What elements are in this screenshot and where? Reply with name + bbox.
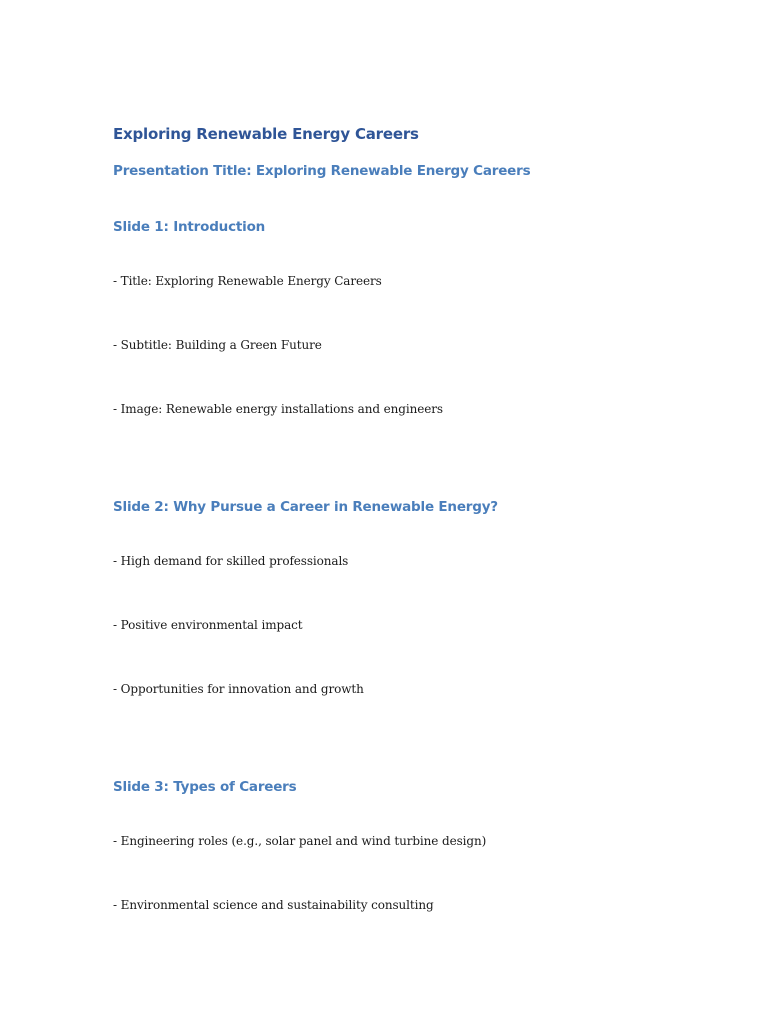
slide-1-bullet-2: - Subtitle: Building a Green Future	[113, 338, 322, 352]
slide-2-bullet-2: - Positive environmental impact	[113, 618, 303, 632]
slide-1-heading: Slide 1: Introduction	[113, 219, 266, 235]
slide-2-heading: Slide 2: Why Pursue a Career in Renewable Energy?	[113, 499, 498, 515]
slide-1-bullet-3: - Image: Renewable energy installations and engineers	[113, 402, 443, 416]
document-title: Exploring Renewable Energy Careers	[113, 125, 419, 143]
slide-3-bullet-2: - Environmental science and sustainability consulting	[113, 898, 434, 912]
slide-2-bullet-3: - Opportunities for innovation and growth	[113, 682, 364, 696]
slide-2-bullet-1: - High demand for skilled professionals	[113, 554, 349, 568]
slide-3-bullet-1: - Engineering roles (e.g., solar panel and wind turbine design)	[113, 834, 487, 848]
slide-3-heading: Slide 3: Types of Careers	[113, 779, 297, 795]
slide-1-bullet-1: - Title: Exploring Renewable Energy Careers	[113, 274, 382, 288]
presentation-title-heading: Presentation Title: Exploring Renewable Energy Careers	[113, 163, 531, 179]
